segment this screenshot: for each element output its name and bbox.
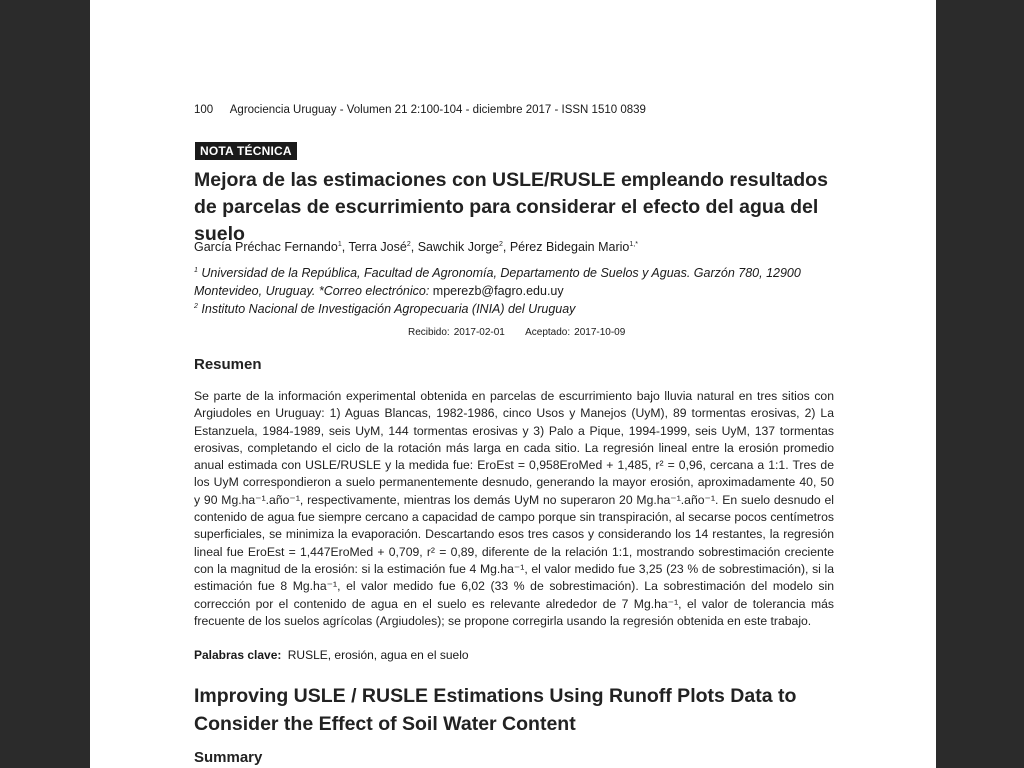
- email-link[interactable]: mperezb@fagro.edu.uy: [432, 284, 564, 298]
- accepted-label: Aceptado:: [525, 327, 571, 338]
- page-number: 100: [194, 104, 214, 116]
- affil-mark: 1: [194, 266, 198, 274]
- accepted-date: 2017-10-09: [574, 327, 626, 338]
- author-name: Pérez Bidegain Mario: [509, 240, 630, 254]
- affiliation-2: [194, 300, 834, 318]
- author-name: Sawchik Jorge: [417, 240, 499, 254]
- affiliation-text: Universidad de la República, Facultad de Agronomía, Departamento de Suelos y Aguas. Garzón 780, 12900 Montevideo, Uruguay. *Correo electrónico:: [194, 266, 801, 298]
- affiliation-1: [194, 264, 834, 300]
- document-page: [90, 0, 936, 768]
- author-name: García Préchac Fernando: [194, 240, 338, 254]
- english-title: Improving USLE / RUSLE Estimations Using Runoff Plots Data to Consider the Effect of Soil Water Content: [194, 685, 797, 735]
- author-affil-mark: 2: [498, 240, 503, 248]
- summary-heading: Summary: [194, 749, 263, 766]
- keywords-label: Palabras clave:: [194, 648, 282, 662]
- author-affil-mark: 1,*: [629, 240, 638, 248]
- author-list: García Préchac Fernando$^1$, Terra José$^2$, Sawchik Jorge$^2$, Pérez Bidegain Mario$^{1,*}$: [194, 240, 638, 254]
- received-date: 2017-02-01: [453, 327, 505, 338]
- received-label: Recibido:: [408, 327, 450, 338]
- author-name: Terra José: [348, 240, 407, 254]
- author-affil-mark: 1: [337, 240, 342, 248]
- keywords: [194, 648, 469, 662]
- article-title: Mejora de las estimaciones con USLE/RUSLE empleando resultados de parcelas de escurrimiento para considerar el efecto del agua del suelo: [194, 169, 828, 245]
- keywords-value: RUSLE, erosión, agua en el suelo: [287, 648, 469, 662]
- journal-info: Agrociencia Uruguay - Volumen 21 2:100-104 - diciembre 2017 - ISSN 1510 0839: [229, 104, 646, 116]
- affiliation-text: Instituto Nacional de Investigación Agropecuaria (INIA) del Uruguay: [201, 302, 576, 316]
- resumen-heading: Resumen: [194, 356, 262, 373]
- affiliations: [194, 264, 834, 318]
- submission-dates: [408, 327, 629, 338]
- running-header: [194, 104, 646, 116]
- abstract-text: Se parte de la información experimental obtenida en parcelas de escurrimiento bajo lluvia natural en tres sitios con Argiudoles en Uruguay: 1) Aguas Blancas, 1982-1986, cinco Usos y Manejos (UyM), 89 tormentas erosivas, 2) La Estanzuela, 1984-1989, seis UyM, 144 tormentas erosivas y 3) Palo a Pique, 1994-1999, seis UyM, 137 tormentas erosivas, completando el ciclo de la rotación más larga en cada sitio. La regresión lineal entre la erosión promedio anual estimada con USLE/RUSLE y la medida fue: EroEst = 0,958EroMed + 1,485, r² = 0,96, cercana a 1:1. Tres de los UyM correspondieron a suelo permanentemente desnudo, generando la mayor erosión, aproximadamente 40, 50 y 90 Mg.ha⁻¹.año⁻¹, respectivamente, mientras los demás UyM no superaron 20 Mg.ha⁻¹.año⁻¹. En suelo desnudo el contenido de agua fue siempre cercano a capacidad de campo porque sin transpiración, al secarse pocos centímetros superficiales, se minimiza la evaporación. Descartando esos tres casos y considerando los 14 restantes, la regresión lineal fue EroEst = 1,447EroMed + 0,709, r² = 0,89, diferente de la relación 1:1, mostrando sobrestimación creciente con la magnitud de la erosión: si la estimación fue 4 Mg.ha⁻¹, el valor medido fue 3,25 (23 % de sobrestimación), si la estimación fue 8 Mg.ha⁻¹, el valor medido fue 6,02 (33 % de sobrestimación). La sobrestimación del modelo sin corrección por el contenido de agua en el suelo es relevante alrededor de 7 Mg.ha⁻¹, el valor de tolerancia más frecuente de los suelos agrícolas (Argiudoles); se propone corregirla usando la regresión obtenida en este trabajo.: [194, 389, 834, 628]
- section-tag: NOTA TÉCNICA: [195, 142, 297, 160]
- author-affil-mark: 2: [406, 240, 411, 248]
- affil-mark: 2: [194, 302, 198, 310]
